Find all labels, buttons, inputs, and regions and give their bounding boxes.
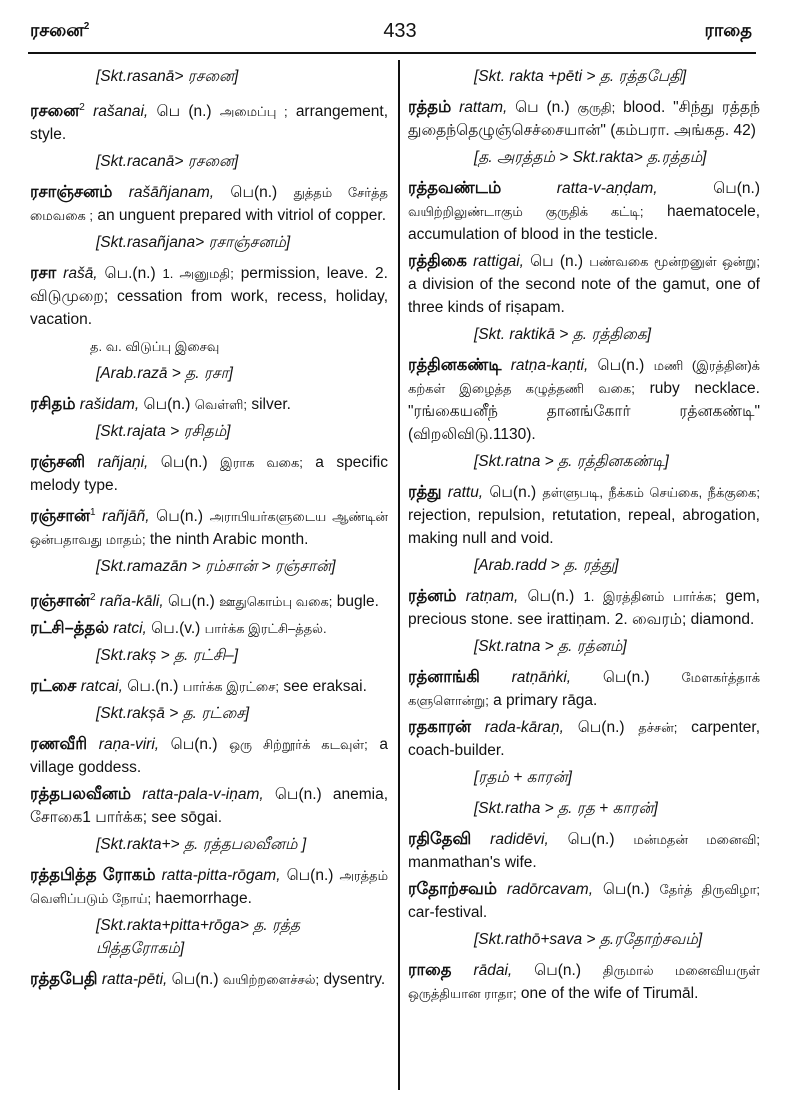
etymology-note: [Skt.rathō+sava > த.ரதோற்சவம்] (474, 931, 703, 948)
etymology-note: [Skt.rasanā> ரசனை] (96, 68, 239, 85)
transliteration: rādai, (473, 962, 513, 979)
english-gloss: a specific melody type. (30, 454, 388, 495)
dictionary-entry (408, 959, 760, 1005)
etymology-note: [ரதம் + காரன்] (474, 769, 572, 786)
transliteration: rañjaṇi, (97, 454, 149, 472)
tamil-gloss: ஊதுகொம்பு வகை; (219, 594, 333, 610)
dictionary-entry (408, 177, 760, 246)
transliteration: rašidam, (79, 396, 140, 414)
dictionary-entry (30, 675, 388, 698)
headword: ரத்தவண்டம் (408, 179, 502, 197)
etymology-note: [Skt.ramazān > ரம்சான் > ரஞ்சான்] (96, 558, 336, 576)
transliteration: raṇa-viri, (98, 736, 160, 754)
part-of-speech: பெ.(v.) (151, 620, 201, 638)
dictionary-entry (408, 666, 760, 712)
dictionary-entry (30, 586, 388, 613)
transliteration: ratta-pitta-rōgam, (161, 867, 281, 885)
part-of-speech: பெ(n.) (713, 180, 760, 197)
part-of-speech: பெ.(n.) (127, 678, 179, 696)
part-of-speech: பெ(n.) (156, 508, 203, 526)
headword-sense-number: 2 (90, 592, 96, 604)
headword: ரத்னாங்கி (408, 668, 480, 686)
dictionary-entry (30, 501, 388, 551)
etymology-note: [Skt. rakta +pēti > த. ரத்தபேதி] (474, 68, 687, 85)
english-gloss: blood. "சிந்து ரத்தந் துதைந்தெழுஞ்செச்சையான்" (கம்பரா. அங்கத. 42) (408, 99, 761, 139)
english-gloss: one of the wife of Tirumāl. (520, 985, 699, 1002)
headword: ரத்து (408, 483, 442, 501)
transliteration: ratṇa-kaṇti, (510, 357, 589, 374)
headword: ரணவீரி (30, 735, 88, 754)
dictionary-entry (30, 181, 388, 227)
tamil-gloss: மேளகர்த்தாக் களுளொன்று; (408, 670, 761, 708)
etymology-note: [Skt.rajata > ரசிதம்] (96, 423, 231, 441)
dictionary-entry (30, 262, 388, 331)
headword: ரஞ்சான் (30, 592, 91, 611)
etymology-note: [Skt. raktikā > த. ரத்திகை] (474, 326, 652, 343)
headword-sense-number: 2 (79, 102, 85, 113)
tamil-gloss: மணி (இரத்தின)க் கற்கள் இழைத்த கழுத்தணி வகை; (408, 358, 760, 396)
dictionary-entry (408, 250, 760, 319)
part-of-speech: பெ(n.) (567, 831, 615, 848)
part-of-speech: பெ(n.) (143, 396, 191, 414)
page-number: 433 (383, 20, 417, 42)
part-of-speech: பெ(n.) (602, 881, 650, 898)
english-gloss: the ninth Arabic month. (149, 531, 309, 549)
tamil-gloss: அரத்தம் வெளிப்படும் நோய்; (30, 868, 389, 907)
tamil-gloss: வயிற்றளைச்சல்; (222, 972, 320, 988)
dictionary-entry (408, 96, 760, 142)
tamil-gloss: துத்தம் சேர்த்த மைவகை ; (30, 185, 389, 224)
headword: ரதோற்சவம் (408, 880, 498, 898)
dictionary-entry (408, 354, 760, 446)
dictionary-entry (408, 828, 760, 874)
transliteration: rašāñjanam, (128, 184, 215, 202)
tamil-gloss: வயிற்றிலுண்டாகும் குருதிக் கட்டி; (408, 204, 644, 219)
dictionary-entry (408, 878, 760, 924)
english-gloss: gem, precious stone. see irattiṇam. 2. வைரம்; diamond. (408, 588, 760, 628)
headword: ரசனை (30, 102, 80, 121)
english-gloss: see eraksai. (283, 678, 367, 696)
headword: ரத்திகை (408, 252, 467, 270)
dictionary-entry (30, 451, 388, 497)
transliteration: rattam, (459, 99, 508, 116)
part-of-speech: பெ(n.) (597, 357, 645, 374)
headword: ரட்சி–த்தல் (30, 619, 109, 638)
tamil-gloss: பார்க்க இரட்சை; (182, 679, 280, 695)
english-gloss: silver. (251, 396, 291, 414)
headword: ரத்தினகண்டி (408, 356, 502, 374)
tamil-gloss: திருமால் மனைவியருள் ஒருத்தியான ராதா; (408, 963, 760, 1001)
headword: ரதகாரன் (408, 718, 471, 736)
tamil-gloss: பார்க்க இரட்சி–த்தல். (204, 621, 327, 637)
tamil-gloss: ஒரு சிற்றூர்க் கடவுள்; (229, 737, 368, 753)
english-gloss: a primary rāga. (493, 692, 598, 709)
headword: ரசிதம் (30, 395, 76, 414)
dictionary-entry (408, 481, 760, 550)
english-gloss: permission, leave. 2. விடுமுறை; cessation from work, recess, holiday, vacation. (30, 265, 388, 329)
part-of-speech: பெ(n.) (286, 867, 334, 885)
headword: ரஞ்சனி (30, 453, 86, 472)
transliteration: rañjāñ, (102, 508, 150, 526)
transliteration: rattu, (447, 484, 484, 501)
headword-sense-number: 1 (90, 507, 96, 519)
tamil-gloss: தச்சன்; (638, 720, 678, 735)
headword: ரஞ்சான் (30, 507, 91, 526)
part-of-speech: பெ(n.) (160, 454, 208, 472)
etymology-note: [Arab.radd > த. ரத்து] (474, 557, 619, 574)
etymology-note: [த. அரத்தம் > Skt.rakta> த.ரத்தம்] (474, 149, 707, 166)
english-gloss: anemia, சோகை1 பார்க்க; see sōgai. (30, 786, 389, 827)
part-of-speech: பெ.(n.) (104, 265, 156, 283)
english-gloss: haematocele, accumulation of blood in the testicle. (408, 203, 760, 243)
usage-note: த. வ. விடுப்பு இசைவு (90, 339, 220, 355)
transliteration: rattigai, (473, 253, 524, 270)
part-of-speech: பெ(n.) (171, 971, 219, 989)
english-gloss: manmathan's wife. (408, 854, 537, 871)
transliteration: ratta-v-aṇḍam, (556, 180, 658, 197)
part-of-speech: பெ(n.) (489, 484, 537, 501)
transliteration: rada-kāraṇ, (484, 719, 564, 736)
transliteration: raña-kāli, (99, 593, 164, 611)
headword: ரசா (30, 264, 57, 283)
tamil-gloss: பண்வகை மூன்றனுள் ஒன்று; (589, 254, 761, 269)
part-of-speech: பெ(n.) (577, 719, 625, 736)
tamil-gloss: தள்ளுபடி, நீக்கம் செய்கை, நீக்குகை; (542, 485, 760, 500)
etymology-note: [Skt.rakta+> த. ரத்தபலவீனம் ] (96, 836, 307, 854)
english-gloss: ruby necklace. "ரங்கையனீந் தானங்கோர் ரத்னகண்டி" (விறலிவிடு.1130). (408, 380, 760, 443)
english-gloss: a village goddess. (30, 736, 388, 777)
tamil-gloss: வெள்ளி; (194, 397, 247, 413)
header-left-guide-word: ரசனை$^2$ (30, 20, 90, 40)
dictionary-entry (30, 617, 388, 640)
etymology-note: [Skt.rakș > த. ரட்சி–] (96, 647, 239, 665)
headword: ரத்தபலவீனம் (30, 785, 132, 804)
dictionary-entry (30, 968, 388, 991)
dictionary-entry (30, 393, 388, 416)
headword: ரத்தம் (408, 98, 452, 116)
part-of-speech: பெ(n.) (602, 669, 650, 686)
tamil-gloss: இராக வகை; (220, 455, 303, 471)
transliteration: radōrcavam, (506, 881, 594, 898)
tamil-gloss: தேர்த் திருவிழா; (659, 882, 760, 897)
transliteration: ratṇam, (465, 588, 519, 605)
transliteration: ratta-pala-v-iṇam, (142, 786, 264, 804)
dictionary-entry (30, 96, 388, 146)
tamil-gloss: மன்மதன் மனைவி; (633, 832, 760, 847)
part-of-speech: பெ(n.) (167, 593, 215, 611)
transliteration: ratcai, (80, 678, 123, 696)
english-gloss: haemorrhage. (155, 890, 252, 908)
dictionary-entry (408, 716, 760, 762)
left-column (30, 62, 388, 995)
header-right-guide-word: ராதை (704, 20, 752, 40)
transliteration: ratci, (113, 620, 147, 638)
page-header (0, 0, 800, 48)
english-gloss: arrangement, style. (30, 103, 389, 144)
column-divider (398, 60, 400, 1090)
part-of-speech: பெ(n.) (170, 736, 218, 754)
headword: ரசாஞ்சனம் (30, 183, 113, 202)
part-of-speech: பெ (n.) (515, 99, 570, 116)
part-of-speech: பெ(n.) (230, 184, 278, 202)
etymology-note: [Skt.ratha > த. ரத + காரன்] (474, 800, 658, 817)
dictionary-entry (408, 585, 760, 631)
etymology-note: [Arab.razā > த. ரசா] (96, 365, 233, 383)
headword: ரதிதேவி (408, 830, 472, 848)
headword: ரட்சை (30, 677, 77, 696)
tamil-gloss: 1. இரத்தினம் பார்க்க; (583, 589, 717, 604)
tamil-gloss: அராபியர்களுடைய ஆண்டின் ஒன்பதாவது மாதம்; (30, 509, 389, 548)
transliteration: ratta-pēti, (101, 971, 168, 989)
headword: ரத்னம் (408, 587, 457, 605)
english-gloss: a division of the second note of the gamut, one of three kinds of riṣapam. (408, 276, 760, 316)
part-of-speech: பெ (n.) (156, 103, 212, 121)
dictionary-entry (30, 783, 388, 829)
etymology-note: [Skt.rakta+pitta+rōga> த. ரத்த பித்தரோகம்] (96, 917, 301, 958)
transliteration: radidēvi, (490, 831, 549, 848)
english-gloss: bugle. (336, 593, 379, 611)
english-gloss: an unguent prepared with vitriol of copper. (97, 207, 387, 225)
headword: ரத்தபேதி (30, 970, 98, 989)
transliteration: rašā, (63, 265, 98, 283)
part-of-speech: பெ(n.) (534, 962, 581, 979)
english-gloss: car-festival. (408, 904, 488, 921)
etymology-note: [Skt.racanā> ரசனை] (96, 153, 239, 171)
dictionary-entry (30, 864, 388, 910)
transliteration: ratṇāṅki, (511, 669, 572, 686)
tamil-gloss: குருதி; (577, 100, 616, 115)
transliteration: rašanai, (93, 103, 149, 121)
headword: ராதை (408, 961, 452, 979)
etymology-note: [Skt.rakșā > த. ரட்சை] (96, 705, 250, 723)
tamil-gloss: அமைப்பு ; (219, 104, 288, 120)
dictionary-entry (30, 733, 388, 779)
headword: ரத்தபித்த ரோகம் (30, 866, 156, 885)
header-rule (28, 52, 756, 54)
english-gloss: dysentry. (323, 971, 386, 989)
etymology-note: [Skt.ratna > த. ரத்தினகண்டி] (474, 453, 669, 470)
part-of-speech: பெ(n.) (527, 588, 575, 605)
right-column (408, 62, 760, 1009)
part-of-speech: பெ (n.) (530, 253, 584, 270)
etymology-note: [Skt.ratna > த. ரத்னம்] (474, 638, 627, 655)
etymology-note: [Skt.rasañjana> ரசாஞ்சனம்] (96, 234, 291, 252)
english-gloss: rejection, repulsion, retutation, repeal, abrogation, making null and void. (408, 507, 760, 547)
part-of-speech: பெ(n.) (274, 786, 322, 804)
tamil-gloss: 1. அனுமதி; (162, 266, 234, 282)
english-gloss: carpenter, coach-builder. (408, 719, 761, 759)
